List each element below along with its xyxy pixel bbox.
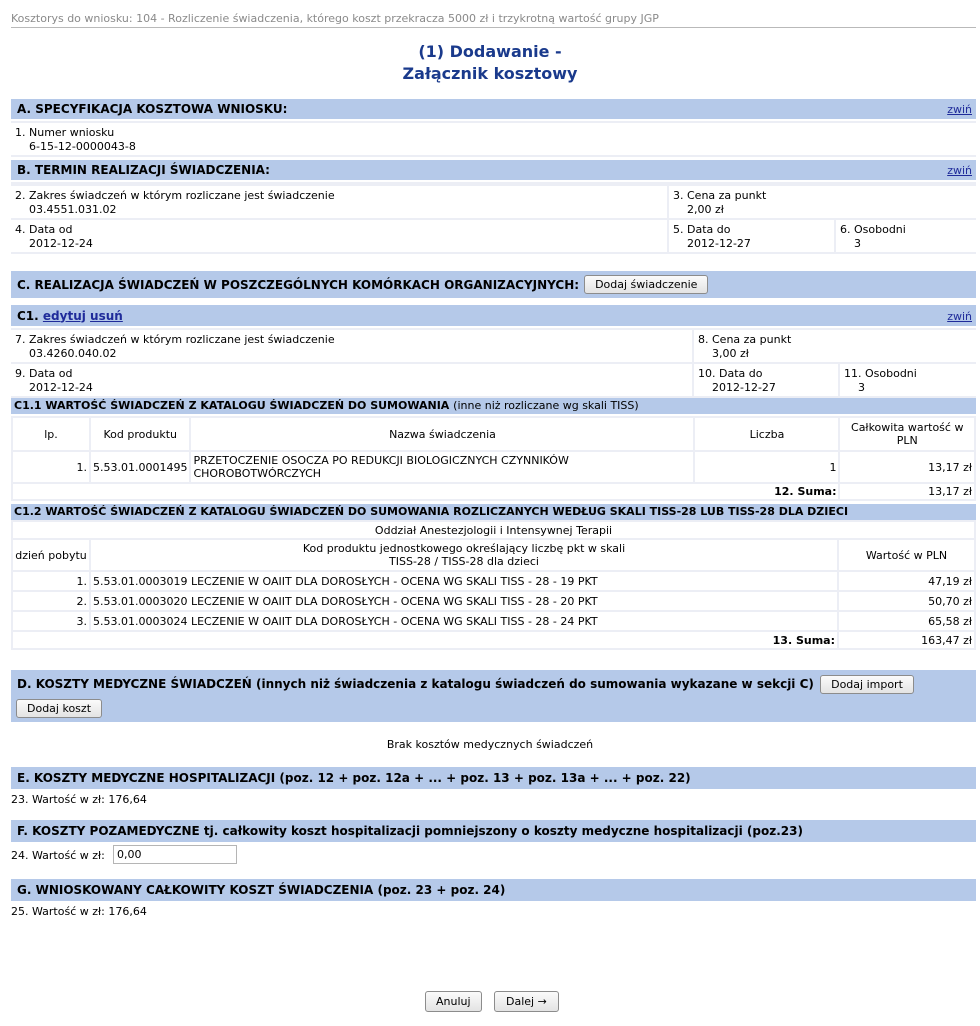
add-import-button[interactable]: Dodaj import <box>820 675 914 694</box>
c11-row-name: PRZETOCZENIE OSOCZA PO REDUKCJI BIOLOGICZNYCH CZYNNIKÓW CHOROBOTWÓRCZYCH <box>191 452 693 482</box>
c12-header: C1.2 WARTOŚĆ ŚWIADCZEŃ Z KATALOGU ŚWIADCZEŃ DO SUMOWANIA ROZLICZANYCH WEDŁUG SKALI TISS-28 LUB TISS-28 DLA DZIECI <box>11 504 976 520</box>
section-a-title: A. SPECYFIKACJA KOSZTOWA WNIOSKU: <box>17 102 288 116</box>
section-b-title: B. TERMIN REALIZACJI ŚWIADCZENIA: <box>17 163 270 177</box>
c11-note: (inne niż rozliczane wg skali TISS) <box>453 399 639 412</box>
field-3-label: 3. Cena za punkt <box>673 189 767 202</box>
c1-edit-link[interactable]: edytuj <box>42 308 86 323</box>
field-6-label: 6. Osobodni <box>840 223 906 236</box>
field-6-person-days <box>836 220 976 252</box>
c11-table <box>11 416 976 501</box>
field-5-label: 5. Data do <box>673 223 731 236</box>
c11-row-count: 1 <box>695 452 838 482</box>
field-3-value: 2,00 zł <box>687 203 724 216</box>
c12-row-desc: 5.53.01.0003020 LECZENIE W OAIIT DLA DOROSŁYCH - OCENA WG SKALI TISS - 28 - 20 PKT <box>91 592 837 610</box>
c12-row-desc: 5.53.01.0003019 LECZENIE W OAIIT DLA DOROSŁYCH - OCENA WG SKALI TISS - 28 - 19 PKT <box>91 572 837 590</box>
page-title-line1: (1) Dodawanie - <box>418 42 562 61</box>
field-25-value: 25. Wartość w zł: 176,64 <box>11 905 147 918</box>
section-f-header: F. KOSZTY POZAMEDYCZNE tj. całkowity koszt hospitalizacji pomniejszony o koszty medyczne hospitalizacji (poz.23) <box>11 820 976 842</box>
c12-sum-value: 163,47 zł <box>839 632 974 648</box>
field-10-label: 10. Data do <box>698 367 763 380</box>
section-g-header: G. WNIOSKOWANY CAŁKOWITY KOSZT ŚWIADCZENIA (poz. 23 + poz. 24) <box>11 879 976 901</box>
c12-header-row <box>13 540 974 570</box>
c12-table <box>11 520 976 650</box>
c1-header <box>11 305 976 326</box>
field-5-value: 2012-12-27 <box>687 237 751 250</box>
c11-title: C1.1 WARTOŚĆ ŚWIADCZEŃ Z KATALOGU ŚWIADCZEŃ DO SUMOWANIA <box>14 399 450 412</box>
c11-sum-value: 13,17 zł <box>840 484 974 499</box>
c11-col-value: Całkowita wartość w PLN <box>840 418 974 450</box>
c12-col-day: dzień pobytu <box>13 540 89 570</box>
c12-row-day: 3. <box>13 612 89 630</box>
field-8-value: 3,00 zł <box>712 347 749 360</box>
field-9-label: 9. Data od <box>15 367 73 380</box>
section-c-title: C. REALIZACJA ŚWIADCZEŃ W POSZCZEGÓLNYCH KOMÓRKACH ORGANIZACYJNYCH: <box>17 277 580 292</box>
field-7-label: 7. Zakres świadczeń w którym rozliczane jest świadczenie <box>15 333 335 346</box>
field-4-date-from <box>11 220 667 252</box>
field-1-request-number <box>11 123 976 155</box>
field-24-input[interactable]: 0,00 <box>113 845 237 864</box>
table-row <box>13 452 974 482</box>
breadcrumb-divider <box>11 27 976 28</box>
field-11-value: 3 <box>858 381 865 394</box>
section-a-header <box>11 99 976 119</box>
section-a-collapse-link[interactable]: zwiń <box>947 103 972 116</box>
c1-collapse-link[interactable]: zwiń <box>947 309 972 323</box>
field-10-value: 2012-12-27 <box>712 381 776 394</box>
c12-row-desc: 5.53.01.0003024 LECZENIE W OAIIT DLA DOROSŁYCH - OCENA WG SKALI TISS - 28 - 24 PKT <box>91 612 837 630</box>
c11-row-value: 13,17 zł <box>840 452 974 482</box>
field-11-label: 11. Osobodni <box>844 367 917 380</box>
field-8-label: 8. Cena za punkt <box>698 333 792 346</box>
c12-row-value: 50,70 zł <box>839 592 974 610</box>
c12-col-value: Wartość w PLN <box>839 540 974 570</box>
field-1-label: 1. Numer wniosku <box>15 126 115 139</box>
c11-row-code: 5.53.01.0001495 <box>91 452 189 482</box>
field-8-point-price <box>694 330 976 362</box>
field-6-value: 3 <box>854 237 861 250</box>
c11-header <box>11 398 976 414</box>
field-7-service-range <box>11 330 692 362</box>
section-b-collapse-link[interactable]: zwiń <box>947 164 972 177</box>
field-2-label: 2. Zakres świadczeń w którym rozliczane jest świadczenie <box>15 189 335 202</box>
c12-row-value: 65,58 zł <box>839 612 974 630</box>
field-7-value: 03.4260.040.02 <box>29 347 117 360</box>
field-10-date-to <box>694 364 838 396</box>
field-11-person-days <box>840 364 976 396</box>
table-row <box>13 572 974 590</box>
cancel-button[interactable]: Anuluj <box>425 991 482 1012</box>
c11-col-count: Liczba <box>695 418 838 450</box>
field-1-value: 6-15-12-0000043-8 <box>29 140 136 153</box>
field-9-value: 2012-12-24 <box>29 381 93 394</box>
c11-sum-row <box>13 484 974 499</box>
section-c-header <box>11 271 976 298</box>
section-b-header <box>11 160 976 180</box>
field-2-value: 03.4551.031.02 <box>29 203 117 216</box>
c12-row-day: 1. <box>13 572 89 590</box>
add-cost-button[interactable]: Dodaj koszt <box>16 699 102 718</box>
c11-col-code: Kod produktu <box>91 418 189 450</box>
c12-ward: Oddział Anestezjologii i Intensywnej Terapii <box>13 522 974 538</box>
field-23-value: 23. Wartość w zł: 176,64 <box>11 793 147 806</box>
section-e-header: E. KOSZTY MEDYCZNE HOSPITALIZACJI (poz. 12 + poz. 12a + ... + poz. 13 + poz. 13a + ... + poz. 22) <box>11 767 976 789</box>
field-9-date-from <box>11 364 692 396</box>
field-2-service-range <box>11 186 667 218</box>
c12-ward-row <box>13 522 974 538</box>
table-row <box>13 592 974 610</box>
c12-row-value: 47,19 zł <box>839 572 974 590</box>
c1-delete-link[interactable]: usuń <box>90 308 123 323</box>
field-4-value: 2012-12-24 <box>29 237 93 250</box>
field-24-label: 24. Wartość w zł: <box>11 849 105 862</box>
field-4-label: 4. Data od <box>15 223 73 236</box>
add-service-button[interactable]: Dodaj świadczenie <box>584 275 708 294</box>
breadcrumb: Kosztorys do wniosku: 104 - Rozliczenie świadczenia, którego koszt przekracza 5000 zł i trzykrotną wartość grupy JGP <box>11 12 659 25</box>
table-row <box>13 612 974 630</box>
next-button[interactable]: Dalej → <box>494 991 559 1012</box>
section-d-header <box>11 670 976 722</box>
c12-row-day: 2. <box>13 592 89 610</box>
c12-sum-label: 13. Suma: <box>13 632 837 648</box>
c1-label: C1. <box>17 308 39 323</box>
c11-row-lp: 1. <box>13 452 89 482</box>
no-medical-costs-text: Brak kosztów medycznych świadczeń <box>386 738 594 751</box>
page-title <box>0 41 980 85</box>
field-5-date-to <box>669 220 834 252</box>
field-3-point-price <box>669 186 976 218</box>
page-title-line2: Załącznik kosztowy <box>402 64 578 83</box>
c11-col-lp: lp. <box>13 418 89 450</box>
c12-sum-row <box>13 632 974 648</box>
c11-header-row <box>13 418 974 450</box>
c12-col-code: Kod produktu jednostkowego określający liczbę pkt w skali TISS-28 / TISS-28 dla dzieci <box>91 540 837 570</box>
c11-sum-label: 12. Suma: <box>13 484 838 499</box>
section-d-title: D. KOSZTY MEDYCZNE ŚWIADCZEŃ (innych niż świadczenia z katalogu świadczeń do sumowania wykazane w sekcji C) <box>17 677 814 691</box>
c11-col-name: Nazwa świadczenia <box>191 418 693 450</box>
